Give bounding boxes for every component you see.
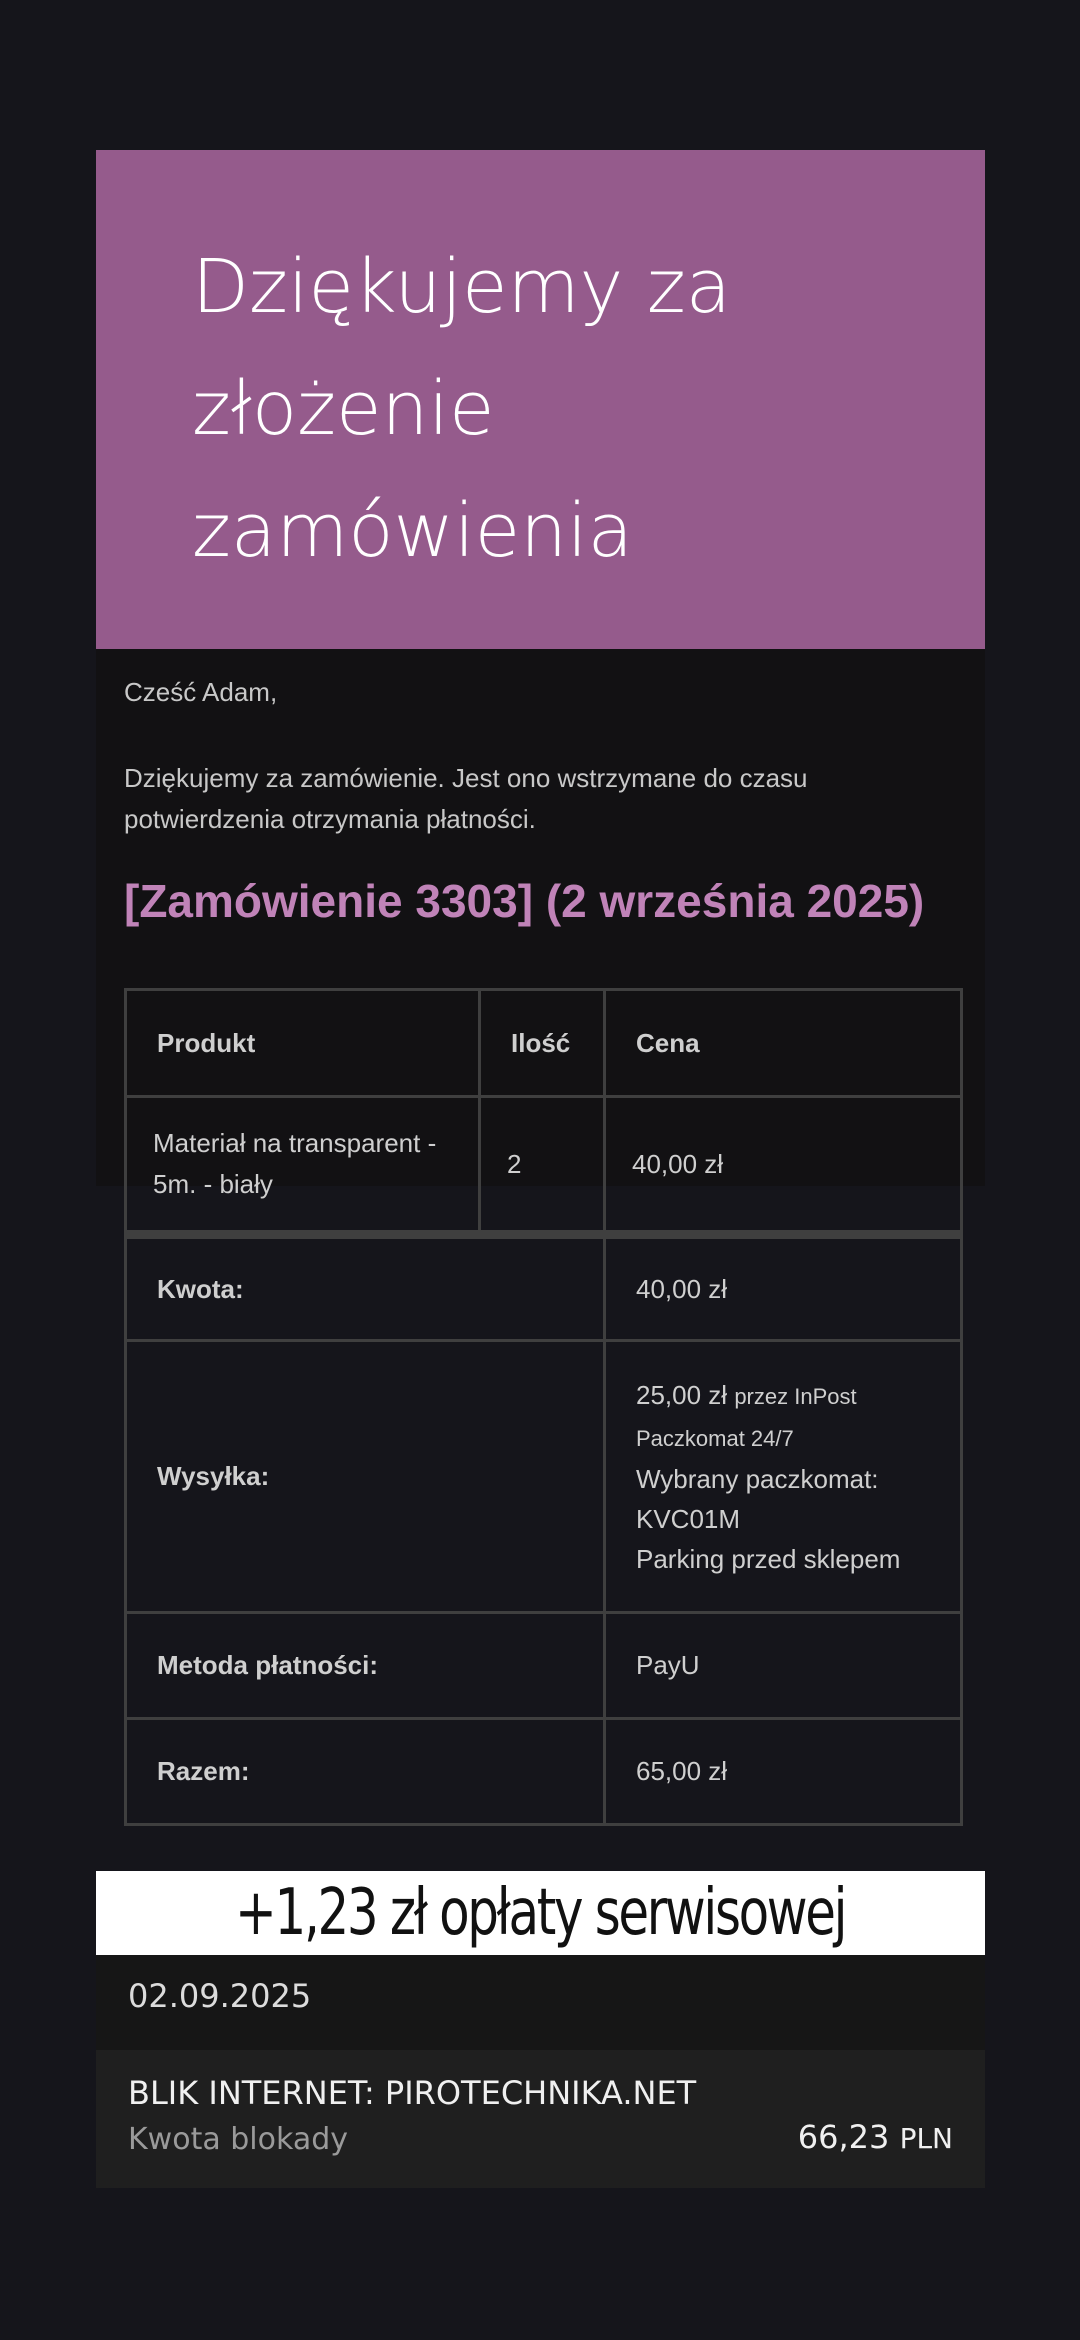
table-header-row	[126, 990, 962, 1097]
item-price: 40,00 zł	[605, 1097, 962, 1235]
hold-label: Kwota blokady	[128, 2122, 349, 2157]
payment-notification	[96, 1955, 985, 2188]
column-header-quantity: Ilość	[480, 990, 605, 1097]
payment-date: 02.09.2025	[128, 1977, 312, 2015]
total-row	[126, 1719, 962, 1825]
service-fee-text: +1,23 zł opłaty serwisowej	[235, 1876, 846, 1950]
greeting: Cześć Adam,	[124, 677, 278, 707]
total-value: 65,00 zł	[605, 1719, 962, 1825]
order-email	[96, 150, 985, 1786]
shipping-price: 25,00 zł	[636, 1379, 728, 1410]
shipping-locker-desc: Parking przed sklepem	[636, 1543, 901, 1574]
payment-method-row	[126, 1613, 962, 1719]
total-label: Razem:	[126, 1719, 605, 1825]
payment-method-label: Metoda płatności:	[126, 1613, 605, 1719]
column-header-product: Produkt	[126, 990, 480, 1097]
email-header	[96, 150, 985, 649]
shipping-method: przez InPost Paczkomat 24/7	[636, 1383, 857, 1451]
shipping-label: Wysyłka:	[126, 1341, 605, 1613]
email-title: Dziękujemy za złożenie zamówienia	[192, 244, 732, 574]
payment-merchant: BLIK INTERNET: PIROTECHNIKA.NET	[128, 2074, 697, 2112]
shipping-value	[605, 1341, 962, 1613]
shipping-row	[126, 1341, 962, 1613]
service-fee-banner	[96, 1871, 985, 1955]
shipping-locker-label: Wybrany paczkomat:	[636, 1463, 879, 1494]
subtotal-value: 40,00 zł	[605, 1235, 962, 1341]
subtotal-row	[126, 1235, 962, 1341]
column-header-price: Cena	[605, 990, 962, 1097]
hold-amount-value: 66,23	[797, 2118, 890, 2156]
item-quantity: 2	[480, 1097, 605, 1235]
table-row	[126, 1097, 962, 1235]
subtotal-label: Kwota:	[126, 1235, 605, 1341]
hold-currency: PLN	[899, 2122, 953, 2155]
shipping-locker-code: KVC01M	[636, 1503, 741, 1534]
payment-card[interactable]	[96, 2050, 985, 2188]
order-table	[124, 988, 963, 1826]
order-heading: [Zamówienie 3303] (2 września 2025)	[124, 875, 925, 927]
item-product: Materiał na transparent - 5m. - biały	[126, 1097, 480, 1235]
payment-method-value: PayU	[605, 1613, 962, 1719]
intro-text: Dziękujemy za zamówienie. Jest ono wstrzymane do czasu potwierdzenia otrzymania płatności.	[124, 763, 808, 834]
hold-amount	[798, 2118, 953, 2156]
